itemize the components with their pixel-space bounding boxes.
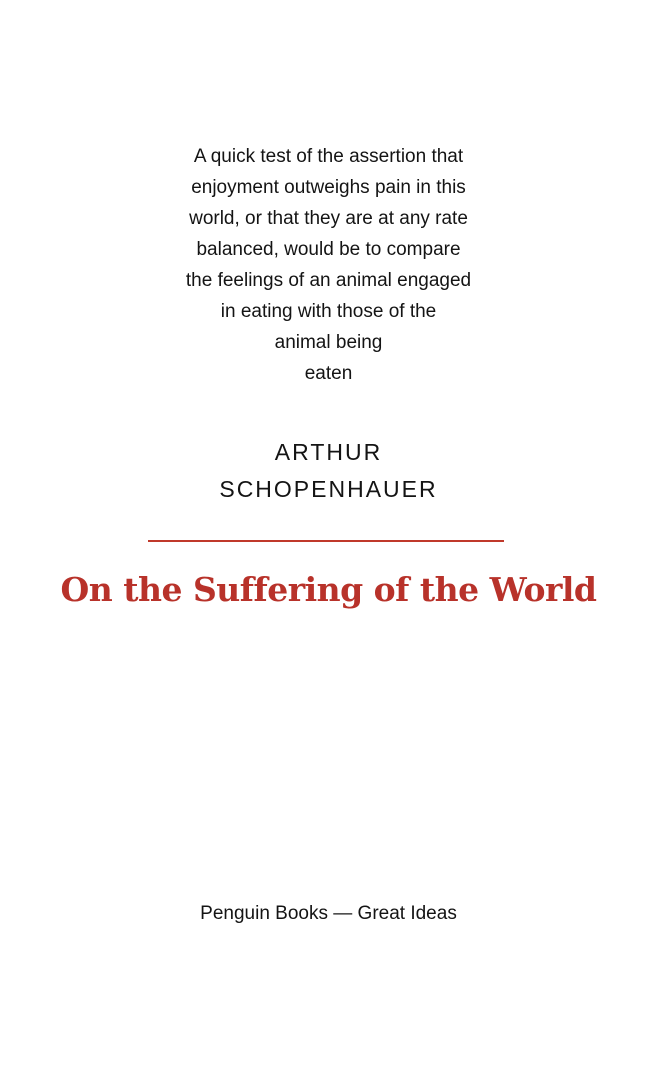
- quote-line: balanced, would be to compare: [196, 239, 461, 260]
- author-name: [0, 434, 657, 508]
- quote-line: A quick test of the assertion that: [193, 146, 464, 167]
- quote-line: enjoyment outweighs pain in this: [191, 177, 466, 198]
- epigraph-quote: [0, 141, 657, 389]
- author-last-name: SCHOPENHAUER: [219, 476, 438, 502]
- quote-line: animal being: [274, 332, 383, 353]
- book-title: On the Suffering of the World: [60, 570, 597, 609]
- quote-line: world, or that they are at any rate: [189, 208, 468, 229]
- quote-line: in eating with those of the: [220, 301, 437, 322]
- publisher-line: Penguin Books — Great Ideas: [200, 903, 457, 924]
- quote-line: the feelings of an animal engaged: [185, 270, 472, 291]
- quote-line: eaten: [304, 363, 353, 384]
- author-first-name: ARTHUR: [274, 439, 383, 465]
- title-divider: [148, 540, 504, 542]
